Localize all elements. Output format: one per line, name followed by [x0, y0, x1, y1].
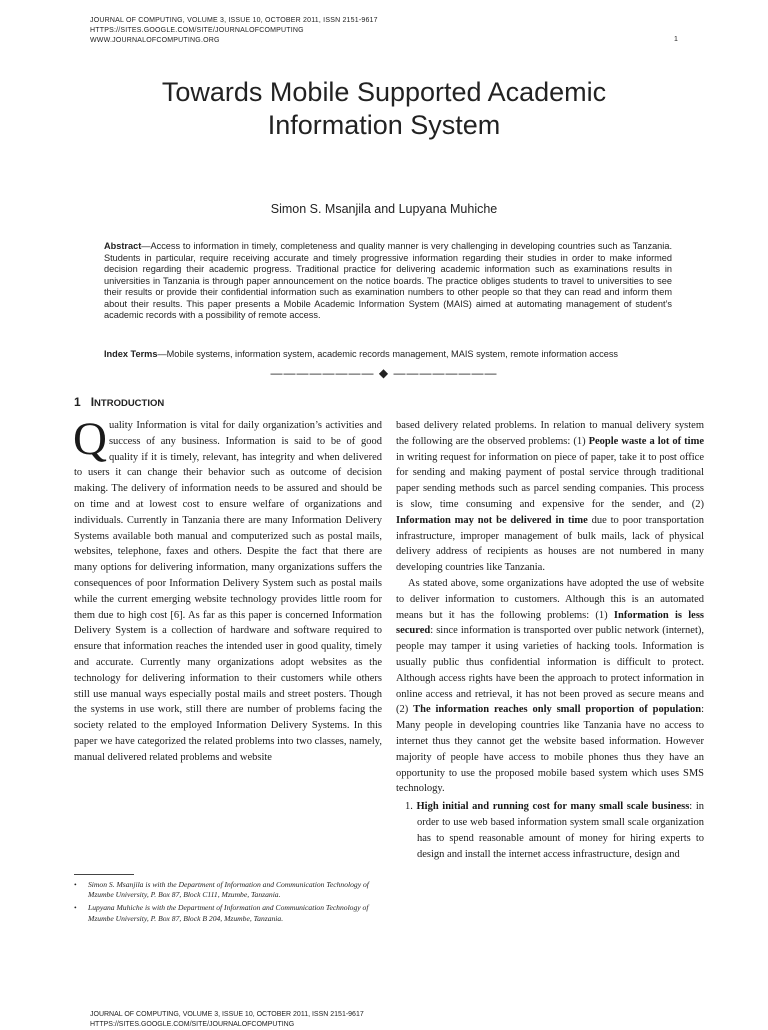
header-url-line: HTTPS://SITES.GOOGLE.COM/SITE/JOURNALOFCOMPUTING — [90, 27, 304, 34]
abstract-label: Abstract — [104, 241, 142, 251]
section-first-letter: I — [90, 395, 95, 409]
footnote — [74, 903, 392, 923]
bold-phrase: High initial and running cost for many small scale business — [416, 801, 690, 813]
bold-phrase: Information may not be delivered in time — [396, 514, 588, 526]
page-number: 1 — [674, 36, 678, 43]
header-site-line: WWW.JOURNALOFCOMPUTING.ORG — [90, 37, 220, 44]
header-journal-line: JOURNAL OF COMPUTING, VOLUME 3, ISSUE 10, OCTOBER 2011, ISSN 2151-9617 — [90, 17, 378, 24]
running-footer — [90, 1010, 364, 1028]
text-run: based delivery related problems. In relation to manual delivery system the following are the observed problems: (1) — [396, 420, 704, 447]
running-header — [90, 16, 378, 46]
bullet-icon: • — [74, 903, 77, 913]
text-run: : in order to use web based information system small scale organization has to spend reasonable amount of money for hiring experts to design and install the internet access infrastructure, design and — [417, 801, 705, 860]
text-run: due to poor transportation infrastructure, improper management of bulk mails, lack of physical delivery address of recipients as houses are not numbered in many developing countries like Tanzania. — [396, 514, 704, 574]
left-column — [73, 413, 382, 854]
footnote-rule — [74, 874, 134, 875]
right-paragraph-1 — [396, 418, 704, 576]
bullet-icon: • — [74, 880, 77, 889]
section-heading — [74, 395, 164, 409]
intro-paragraph — [73, 413, 382, 766]
abstract-text: —Access to information in timely, completeness and quality manner is very challenging in developing countries such as Tanzania. Students in particular, require receiving accurate and timely progressive information regarding their studies in order to make informed decision regarding their academic progress. Traditional practice for delivering academic information such as examinations results in universities in Tanzania is through paper announcement on the notice boards. The practice obliges students to travel to universities to see their results or provide their confidential information such as examination numbers to other people so that they can read and inform them about their results. This paper presents a Mobile Academic Information System (MAIS) aimed at automating management of student’s academic records with a possibility of remote access. — [104, 241, 672, 320]
numbered-item-1 — [396, 799, 704, 862]
text-run: : since information is transported over public network (internet), people may tamper it using varieties of hacking tools. Information is usually public thus confidential information is difficult to protect. Although access rights have been the approach to protect information in online access and retrieval, it has not been proved as secure means and (2) — [396, 625, 704, 716]
footnote-text: Simon S. Msanjila is with the Department of Information and Communication Technology of Mzumbe University, P. Box 87, Block C111, Mzumbe, Tanzania. — [88, 880, 369, 900]
bold-phrase: People waste a lot of time — [588, 435, 704, 447]
intro-text: uality Information is vital for daily organization’s activities and success of any business. Information is said to be of good quality if it is timely, relevant, has integrity and when delivered to users it can change their behavior such as outcome of decision making. The delivery of information needs to be assured and should be on time and at lowest cost to ensure welfare of organizations and individuals. Currently in Tanzania there are many Information Delivery Systems available both manual and computerized such as postal mails, websites, telephone, faxes and others. Despite the fact that there are many options for delivering information, many organizations suffers the consequences of poor Information Delivery System such as postal mails while the current emerging website technology provides little room for them due to high cost [6]. As far as this paper is concerned Information Delivery System is a collection of hardware and software required to ensure that information reaches the intended user in good quality, timely and accurate. Currently many organizations adopt websites as the technology for delivering information to their customers while others still use manual ways especially postal mails and street posters. Though the systems in use work, still there are number of problems facing the society related to the employed Information Delivery Systems. In this paper we have categorized the related problems into two classes, namely, manual delivered related problems and website — [74, 420, 382, 763]
title-line-1: Towards Mobile Supported Academic — [161, 77, 607, 107]
index-terms — [104, 349, 684, 361]
text-run: in writing request for information on piece of paper, take it to post office for sending and making payment of postal service through traditional paper sending methods such as parcel sending companies. This process is slow, time consuming and expensive for the sender, and (2) — [396, 451, 704, 510]
section-number: 1 — [74, 395, 81, 409]
section-title-rest: NTRODUCTION — [94, 398, 165, 409]
section-divider: ———————— ◆ ———————— — [270, 366, 498, 380]
right-column — [396, 418, 704, 938]
item-number: 1. — [405, 801, 413, 813]
text-run: : Many people in developing countries like Tanzania have no access to internet thus they cannot get the website based information. However majority of people have access to mobile phones thus they have an opportunity to use the proposed mobile based system which uses SMS technology. — [396, 704, 705, 795]
paper-title — [0, 76, 768, 142]
right-paragraph-2 — [396, 576, 704, 797]
footnotes — [74, 880, 392, 927]
bold-phrase: The information reaches only small proportion of population — [413, 704, 702, 716]
footnote — [74, 880, 392, 900]
title-line-2: Information System — [267, 110, 501, 140]
drop-cap: Q — [73, 413, 107, 465]
index-terms-text: —Mobile systems, information system, academic records management, MAIS system, remote information access — [157, 349, 619, 359]
footer-journal-line: JOURNAL OF COMPUTING, VOLUME 3, ISSUE 10, OCTOBER 2011, ISSN 2151-9617 — [90, 1011, 364, 1018]
text-run: As stated above, some organizations have adopted the use of website to deliver information to customers. Although this is an automated means but it has the following problems: (1) — [396, 577, 704, 621]
authors: Simon S. Msanjila and Lupyana Muhiche — [270, 202, 498, 216]
footnote-text: Lupyana Muhiche is with the Department of Information and Communication Technology of Mzumbe University, P. Box 87, Block B 204, Mzumbe, Tanzania. — [88, 903, 369, 923]
index-terms-label: Index Terms — [104, 349, 158, 359]
footer-url-line: HTTPS://SITES.GOOGLE.COM/SITE/JOURNALOFCOMPUTING — [90, 1021, 295, 1028]
bold-phrase: Information is less secured — [396, 609, 704, 637]
abstract — [104, 241, 672, 322]
